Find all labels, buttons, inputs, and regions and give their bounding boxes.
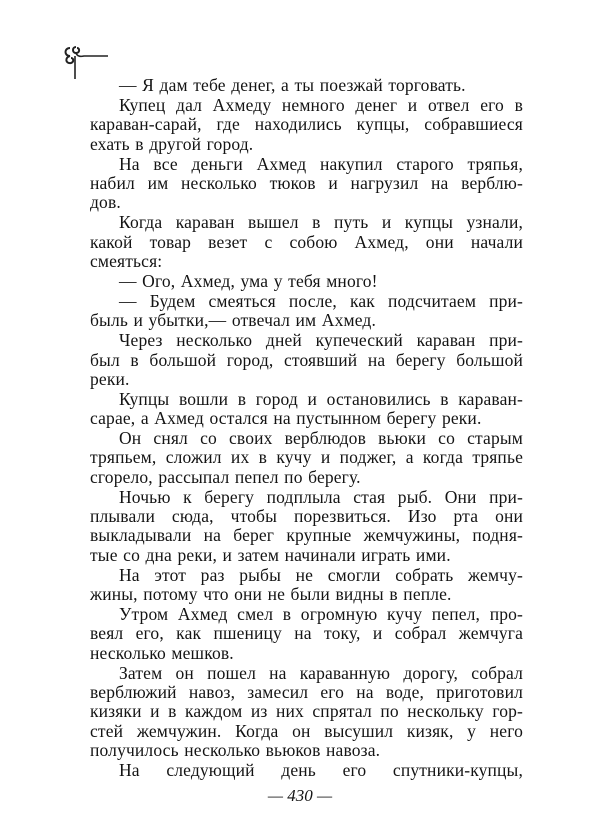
text-line: получилось несколько вьюков навоза.: [90, 740, 381, 761]
text-line: был в большой город, стоявший на берегу большой: [90, 349, 523, 370]
text-line: реки.: [90, 368, 130, 389]
text-line: сгорело, рассыпал пепел по берегу.: [90, 466, 361, 487]
text-line: кизяки и в каждом из них спрятал по нескольку гор-: [90, 701, 523, 722]
text-line: плывали сюда, чтобы порезвиться. Изо рта они: [90, 506, 523, 527]
text-line: несколько мешков.: [90, 642, 234, 663]
text-line: На этот раз рыбы не смогли собрать жемчу-: [119, 564, 523, 585]
text-line: — Ого, Ахмед, ума у тебя много!: [119, 270, 378, 291]
text-line: Когда караван вышел в путь и купцы узнали,: [119, 212, 523, 233]
text-line: какой товар везет с собою Ахмед, они начали: [90, 231, 523, 252]
text-line: верблюжий навоз, замесил его на воде, приготовил: [90, 682, 523, 703]
page-number: — 430 —: [267, 786, 333, 805]
text-line: Ночью к берегу подплыла стая рыб. Они при-: [119, 486, 523, 507]
text-line: набил им несколько тюков и нагрузил на верблю-: [90, 172, 523, 193]
text-line: Через несколько дней купеческий караван при-: [119, 330, 523, 351]
text-line: Купец дал Ахмеду немного денег и отвел его в: [119, 94, 523, 115]
text-line: выкладывали на берег крупные жемчужины, подня-: [90, 525, 523, 546]
text-line: — Я дам тебе денег, а ты поезжай торговать.: [119, 75, 466, 95]
text-line: тые со дна реки, и затем начинали играть ими.: [90, 544, 451, 565]
text-line: дов.: [90, 192, 121, 213]
text-line: Он снял со своих верблюдов вьюки со старым: [119, 428, 523, 449]
text-line: жины, потому что они не были видны в пепле.: [90, 584, 452, 605]
text-line: веял его, как пшеницу на току, и собрал жемчуга: [90, 623, 523, 644]
text-line: — Будем смеяться после, как подсчитаем при-: [119, 290, 523, 311]
text-line: смеяться:: [90, 250, 163, 271]
text-line: караван-сарай, где находились купцы, собравшиеся: [90, 114, 523, 135]
ornament-icon: [62, 44, 112, 80]
text-line: Утром Ахмед смел в огромную кучу пепел, про-: [119, 604, 523, 625]
text-line: Купцы вошли в город и остановились в караван-: [119, 388, 523, 409]
text-line: тряпьем, сложил их в кучу и поджег, а когда тряпье: [90, 447, 523, 468]
text-line: На все деньги Ахмед накупил старого тряпья,: [119, 153, 523, 174]
text-line: ехать в другой город.: [90, 133, 254, 154]
text-line: Затем он пошел на караванную дорогу, собрал: [119, 662, 523, 683]
text-line: сарае, а Ахмед остался на пустынном берегу реки.: [90, 408, 482, 429]
text-line: На следующий день его спутники-купцы,: [119, 760, 523, 781]
text-line: стей жемчужин. Когда он высушил кизяк, у него: [90, 720, 523, 741]
text-line: быль и убытки,— отвечал им Ахмед.: [90, 310, 376, 331]
